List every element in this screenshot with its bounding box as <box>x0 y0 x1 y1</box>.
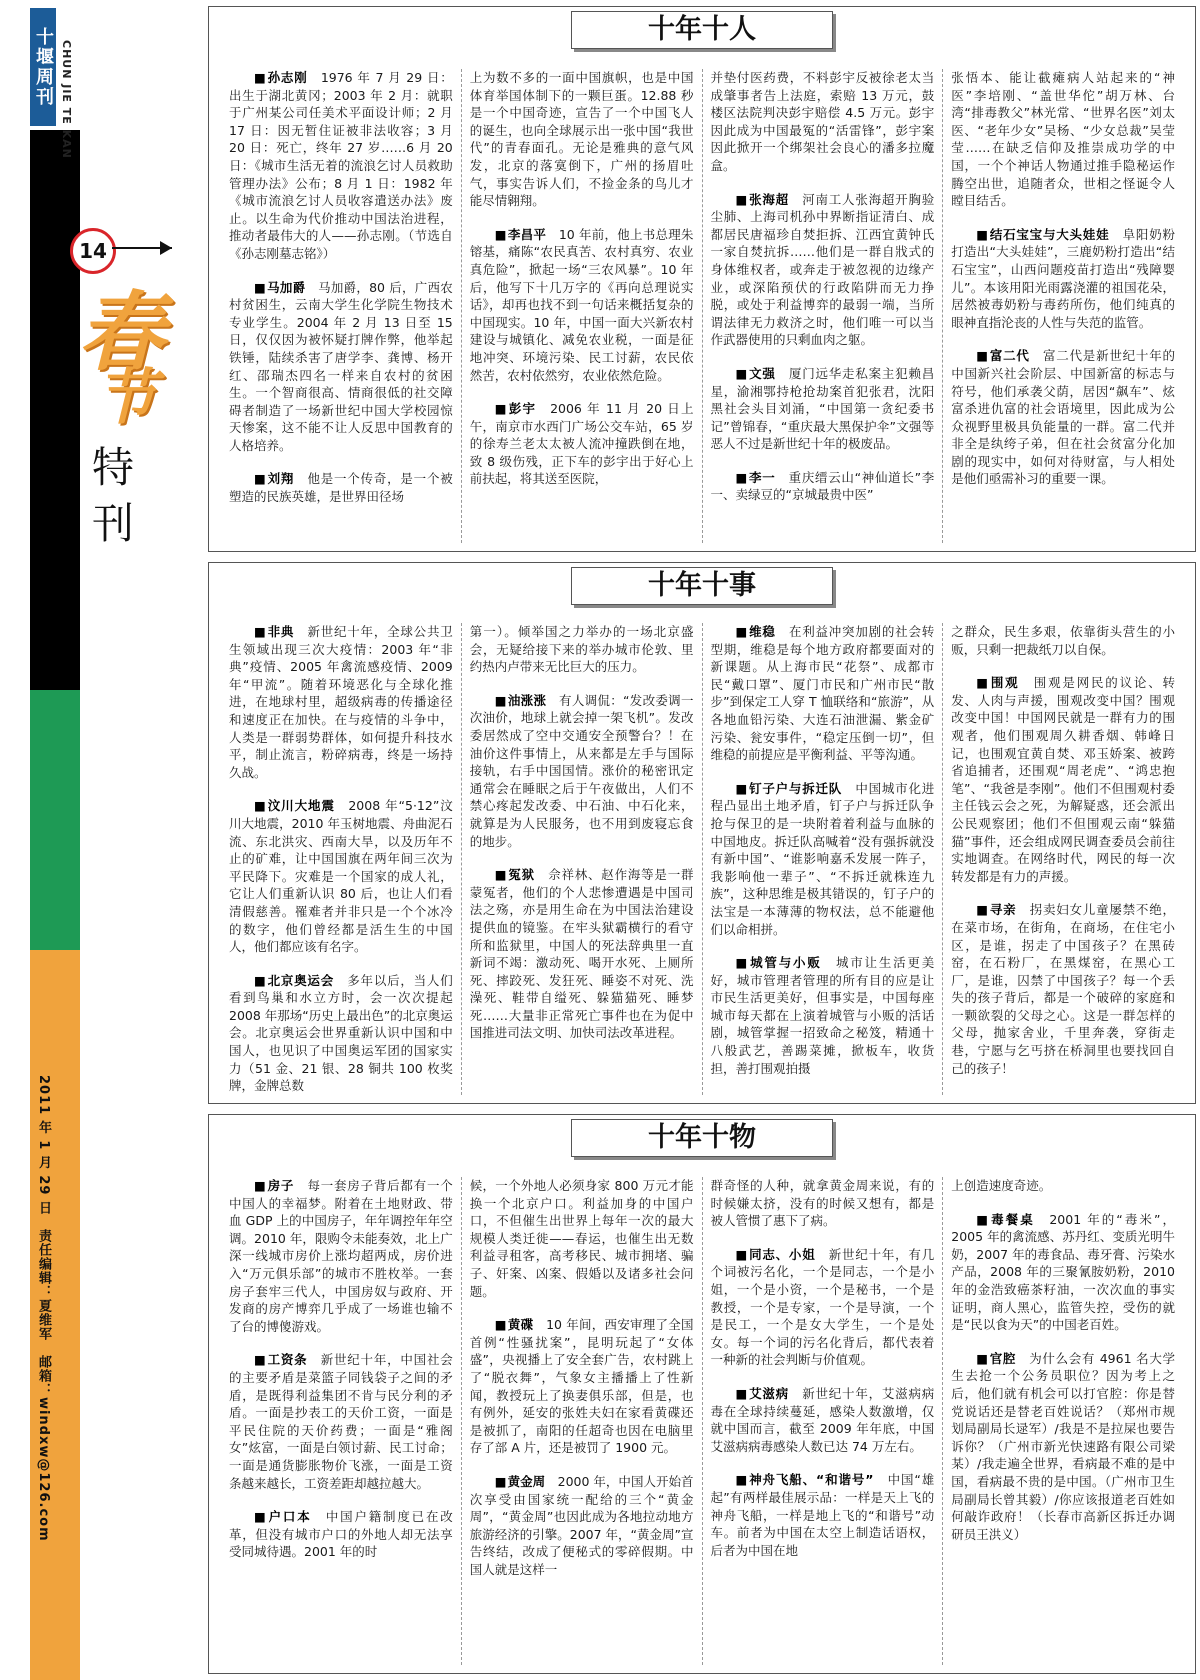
entry-body: 2001 年的“毒米”，2005 年的禽流感、苏丹红、变质光明牛奶，2007 年的毒食品、毒牙膏、污染水产品，2008 年的三聚氰胺奶粉，2010 年的金浩致癌茶籽油，一次次血的事实证明，商人黑心，监管失控，受伤的就是“民以食为天”的中国老百姓。 <box>951 1211 1175 1333</box>
text-column <box>461 69 702 543</box>
article-entry <box>951 1211 1175 1334</box>
article-entry <box>951 674 1175 885</box>
entry-body: 中国城市化进程凸显出土地矛盾，钉子户与拆迁队争抢与保卫的是一块附着着利益与血脉的中国地皮。拆迁队高喊着“没有强拆就没有新中国”、“谁影响嘉禾发展一阵子，我影响他一辈子”、“不拆迁就株连九族”，这种思维是极其错误的，钉子户的法宝是一本薄薄的物权法，总不能避他们以命相拼。 <box>710 780 935 937</box>
entry-body: 拐卖妇女儿童屡禁不绝，在菜市场，在街角，在商场，在住宅小区，是谁，拐走了中国孩子？在黑砖窑，在石粉厂，在黑煤窑，在黑心工厂，是谁，囚禁了中国孩子？每一个丢失的孩子背后，都是一个破碎的家庭和一颗欲裂的父母之心。这是一群怎样的父母，抛家舍业，千里奔袭，穿街走巷，宁愿与乞丐挤在桥洞里也要找回自己的孩子！ <box>951 902 1175 1076</box>
entry-body: 2008 年“5·12”汶川大地震，2010 年玉树地震、舟曲泥石流、东北洪灾、西南大旱，以及历年不止的矿难，让中国国旗在两年间三次为平民降下。灾难是一个国家的成人礼，它让人们重新认识 80 后，也让人们看清假慈善。罹难者并非只是一个个冰冷的数字，他们曾经都是活生生的中国人，他们都应该有名字。 <box>229 798 453 955</box>
article-entry <box>229 279 453 455</box>
entry-body: 富二代是新世纪十年的中国新兴社会阶层、中国新富的标志与符号，他们承袭父荫，居因“飙车”、炫富杀进仇富的社会语境里，因此成为公众视野里极具负能量的一群。富二代并非全是纨绔子弟，但在社会贫富分化加剧的现实中，如何对待财富，与人相处是他们亟需补习的重要一课。 <box>951 348 1175 487</box>
feature-title-te: 特 <box>92 443 135 492</box>
entry-heading: ■ 北京奥运会 <box>254 973 334 988</box>
entry-body: 新世纪十年，全球公共卫生领域出现三次大疫情：2003 年“非典”疫情、2005 年禽流感疫情、2009 年“甲流”。随着环境恶化与全球化推进，在地球村里，超级病毒的传播途径和速度正在加快。在与疫情的斗争中，人类是一群弱势群体，如何提升科技水平，制止流言，粉碎病毒，终是一场持久战。 <box>229 624 453 780</box>
entry-heading: ■ 冤狱 <box>495 867 535 882</box>
entry-heading: ■ 马加爵 <box>254 280 305 295</box>
article-entry <box>470 866 694 1042</box>
article-entry <box>470 226 694 384</box>
feature-title-jie: 节 <box>96 363 156 433</box>
feature-title-kan: 刊 <box>92 499 135 548</box>
entry-body: 为什么会有 4961 名大学生去抢一个公务员职位？因为考上之后，他们就有机会可以打官腔：你是替党说话还是替老百姓说话？（郑州市规划局副局长逯军）/我是不是拉屎也要告诉你？（广州市新光快速路有限公司梁某）/我走遍全世界，看病最不难的是中国，看病最不贵的是中国。（广州市卫生局副局长曾其毅）/你应该报道老百姓如何敲诈政府！（长春市高新区拆迁办调研员王洪义） <box>951 1350 1175 1542</box>
entry-heading: ■ 张海超 <box>736 192 789 207</box>
article-entry <box>470 623 694 676</box>
article-entry <box>470 400 694 488</box>
article-entry <box>951 1177 1175 1195</box>
text-column <box>942 69 1183 543</box>
entry-body: 城市让生活更美好，城市管理者管理的所有目的应是让市民生活更美好，但事实是，中国每座城市每天都在上演着城管与小贩的活话剧，城管掌握一招致命之秘笈，精通十八般武艺，善踢菜摊，掀板车，收货担，善打围观拍摄 <box>710 955 935 1076</box>
article-entry <box>470 1316 694 1457</box>
article-entry <box>229 797 453 955</box>
section-ten-events <box>208 562 1196 1104</box>
article-entry <box>951 69 1175 210</box>
text-column <box>221 1177 461 1665</box>
entry-heading: ■ 寻亲 <box>976 902 1016 917</box>
entry-heading: ■ 汶川大地震 <box>254 798 335 813</box>
article-entry <box>229 470 453 505</box>
entry-heading: ■ 结石宝宝与大头娃娃 <box>976 227 1109 242</box>
entry-body: 群奇怪的人种，就拿黄金周来说，有的时候嫌太挤，没有的时候又想有，都是被人管惯了惠下了病。 <box>710 1178 935 1229</box>
section-columns <box>221 1177 1183 1665</box>
entry-body: 并垫付医药费，不料彭宇反被徐老太当成肇事者告上法庭，索赔 13 万元，鼓楼区法院判决彭宇赔偿 4.5 万元。彭宇因此成为中国最冤的“活雷锋”，彭宇案因此掀开一个绑架社会良心的潘多拉魔盒。 <box>710 70 935 173</box>
entry-heading: ■ 黄碟 <box>495 1317 534 1332</box>
section-columns <box>221 69 1183 543</box>
entry-heading: ■ 房子 <box>254 1178 294 1193</box>
page-number-badge: 14 <box>70 228 116 274</box>
section-title: 十年十物 <box>571 1119 833 1157</box>
text-column <box>942 1177 1183 1665</box>
strip-segment-green <box>30 690 80 950</box>
entry-heading: ■ 艾滋病 <box>736 1386 789 1401</box>
entry-body: 重庆缙云山“神仙道长”李一、卖绿豆的“京城最贵中医” <box>710 469 935 503</box>
entry-heading: ■ 围观 <box>976 675 1019 690</box>
entry-heading: ■ 孙志刚 <box>254 70 308 85</box>
entry-body: 2006 年 11 月 20 日上午，南京市水西门广场公交车站，65 岁的徐寿兰老太太被人流冲撞跌倒在地，致 8 级伤残，正下车的彭宇出于好心上前扶起，将其送至医院， <box>469 401 694 487</box>
article-entry <box>711 365 935 453</box>
article-entry <box>951 226 1175 332</box>
text-column <box>221 623 461 1095</box>
entry-body: 上为数不多的一面中国旗帜，也是中国体育举国体制下的一颗巨蛋。12.88 秒是一个中国奇迹，宣告了一个中国飞人的诞生，也向全球展示出一张中国“我世代”的青春面孔。无论是雅典的意气风发，北京的落寞倒下，广州的扬眉吐气，事实告诉人们，不捡金条的鸟儿才能尽情翱翔。 <box>469 70 694 209</box>
entry-body: 多年以后，当人们看到鸟巢和水立方时，会一次次提起 2008 年那场“历史上最出色”的北京奥运会。北京奥运会世界重新认识中国和中国人，也见识了中国奥运军团的国家实力（51 金、21 银、28 铜共 100 枚奖牌，金牌总数 <box>229 972 453 1094</box>
article-entry <box>711 1385 935 1455</box>
entry-heading: ■ 黄金周 <box>495 1474 545 1489</box>
article-entry <box>711 623 935 764</box>
entry-body: 佘祥林、赵作海等是一群蒙冤者，他们的个人悲惨遭遇是中国司法之殇，亦是用生命在为中国法治建设提供血的镜鉴。在牢头狱霸横行的看守所和监狱里，中国人的死法辞典里一直新词不竭：激动死、喝开水死、上厕所死、摔跤死、发狂死、睡姿不对死、洗澡死、鞋带自缢死、躲猫猫死、睡梦死……大量非正常死亡事件也在为促中国推进司法文明、加快司法改革进程。 <box>469 867 694 1041</box>
text-column <box>702 623 943 1095</box>
section-title: 十年十人 <box>571 11 833 49</box>
article-entry <box>711 69 935 175</box>
entry-body: 每一套房子背后都有一个中国人的幸福梦。附着在土地财政、带血 GDP 上的中国房子，年年调控年年空调。2010 年，限购令未能奏效，北上广深一线城市房价上涨均超两成，房价进入“万元俱乐部”的城市不胜枚举。一套房子套牢三代人，中国房奴与政府、开发商的房产博弈几乎成了一场谁也输不了台的博傻游戏。 <box>229 1178 453 1334</box>
entry-heading: ■ 维稳 <box>736 624 776 639</box>
article-entry <box>711 469 935 504</box>
entry-heading: ■ 非典 <box>254 624 294 639</box>
article-entry <box>711 954 935 1077</box>
entry-heading: ■ 官腔 <box>976 1351 1016 1366</box>
article-entry <box>711 780 935 938</box>
entry-body: 在利益冲突加剧的社会转型期，维稳是每个地方政府都要面对的新课题。从上海市民“花祭”、成都市民“戴口罩”、厦门市民和广州市民“散步”到保定工人穿 T 恤联络和“旅游”，从各地血铅污染、大连石油泄漏、紫金矿污染、瓮安事件，“稳定压倒一切”，但维稳的前提应是平衡利益、平等沟通。 <box>710 624 935 763</box>
entry-heading: ■ 李一 <box>736 470 776 485</box>
entry-heading: ■ 富二代 <box>976 348 1029 363</box>
article-entry <box>711 191 935 349</box>
masthead-logo: 十堰周刊 <box>30 8 56 126</box>
entry-heading: ■ 城管与小贩 <box>736 955 822 970</box>
entry-heading: ■ 户口本 <box>254 1509 312 1524</box>
entry-body: 新世纪十年，中国社会的主要矛盾是菜篮子同钱袋子之间的矛盾，是既得利益集团不肯与民分利的矛盾。一面是抄表工的天价工资，一面是平民住院的天价药费；一面是“雅阁女”炫富，一面是白领讨薪、民工讨命；一面是通货膨胀物价飞涨，一面是工资条越来越长，工资差距却越拉越大。 <box>229 1352 453 1491</box>
entry-heading: ■ 刘翔 <box>254 471 294 486</box>
text-column <box>702 69 943 543</box>
article-entry <box>951 1350 1175 1544</box>
article-entry <box>229 1351 453 1492</box>
feature-title-chun: 春 <box>78 282 164 383</box>
arrow-right-icon <box>160 241 172 255</box>
text-column <box>461 623 702 1095</box>
entry-body: 上创造速度奇迹。 <box>951 1178 1052 1193</box>
entry-body: 10 年前，他上书总理朱镕基，痛陈“农民真苦、农村真穷、农业真危险”，掀起一场“三农风暴”。10 年后，他写下十几万字的《再向总理说实话》，却再也找不到一句话来概括复杂的中国现实。10 年，中国一面大兴新农村建设与城镇化、减免农业税，一面是征地冲突、环境污染、民工讨薪，农民依然苦，农村依然穷，农业依然危险。 <box>469 226 694 383</box>
entry-body: 新世纪十年，艾滋病病毒在全球持续蔓延，感染人数激增，仅就中国而言，截至 2009 年年底，中国艾滋病病毒感染人数已达 74 万左右。 <box>710 1385 935 1454</box>
article-entry <box>951 623 1175 658</box>
entry-body: 他是一个传奇，是一个被塑造的民族英雄，是世界田径场 <box>229 471 453 505</box>
entry-body: 中国户籍制度已在改革，但没有城市户口的外地人却无法享受同城待遇。2001 年的时 <box>229 1509 453 1560</box>
entry-body: 围观是网民的议论、转发、人肉与声援，围观改变中国？围观改变中国！中国网民就是一群有力的围观者，他们围观周久耕香烟、韩峰日记，也围观宜黄自焚、邓玉娇案、被跨省追捕者，还围观“周老虎”、“鸿忠抱笔”、“我爸是李刚”。他们不但围观村委主任钱云会之死，为解疑惑，还会派出公民观察团；他们不但围观云南“躲猫猫”事件，还会组成网民调查委员会前往实地调查。在网络时代，网民的每一次转发都是有力的声援。 <box>951 675 1175 884</box>
section-title: 十年十事 <box>571 567 833 605</box>
entry-body: 张悟本、能让截瘫病人站起来的“神医”李培刚、“盖世华佗”胡万林、台湾“排毒教父”林光常、“世界名医”刘太医、“老年少女”吴杨、“少女总裁”吴莹莹……在缺乏信仰及推崇成功学的中国，一个个神话人物通过推手隐秘运作腾空出世，追随者众，世相之怪诞令人瞠目结舌。 <box>951 70 1175 209</box>
entry-heading: ■ 毒餐桌 <box>976 1212 1035 1227</box>
article-entry <box>470 1177 694 1300</box>
entry-heading: ■ 油涨涨 <box>495 693 547 708</box>
entry-heading: ■ 神舟飞船、“和谐号” <box>736 1472 874 1487</box>
entry-body: 候，一个外地人必须身家 800 万元才能换一个北京户口。利益加身的中国户口，不但催生出世界上每年一次的最大规模人类迁徙——春运，也催生出无数利益寻租客，高考移民、城市拥堵、骗子、奸案、凶案、假婚以及诸多社会问题。 <box>469 1178 694 1299</box>
entry-body: 中国“雄起”有两样最佳展示品：一样是天上飞的神舟飞船，一样是地上飞的“和谐号”动车。前者为中国在太空上制造话语权，后者为中国在地 <box>710 1472 935 1558</box>
text-column <box>942 623 1183 1095</box>
article-entry <box>951 347 1175 488</box>
entry-body: 马加爵，80 后，广西农村贫困生，云南大学生化学院生物技术专业学生。2004 年 2 月 13 日至 15 日，仅仅因为被怀疑打牌作弊，他举起铁锤，陆续杀害了唐学李、龚博、杨开红、邵瑞杰四名一样来自农村的贫困生。一个智商很高、情商很低的社交障碍者制造了一场新世纪中国大学校园惊天惨案，这不能不让人反思中国教育的人格培养。 <box>229 279 453 453</box>
article-entry <box>229 972 453 1095</box>
entry-body: 2000 年，中国人开始首次享受由国家统一配给的三个“黄金周”，“黄金周”也因此成为各地拉动地方旅游经济的引擎。2007 年，“黄金周”宣告终结，改成了便秘式的零碎假期。中国人就是这样一 <box>469 1473 694 1577</box>
strip-segment-black <box>30 130 80 690</box>
article-entry <box>470 1473 694 1579</box>
article-entry <box>470 69 694 210</box>
entry-heading: ■ 钉子户与拆迁队 <box>736 781 843 796</box>
entry-body: 之群众，民生多艰，依靠街头营生的小贩，只剩一把裁纸刀以自保。 <box>951 624 1175 657</box>
issue-date-editor-line: 2011 年 1 月 29 日 责任编辑：夏维军 邮箱：windxw@126.com <box>36 1075 51 1542</box>
text-column <box>221 69 461 543</box>
entry-heading: ■ 工资条 <box>254 1352 307 1367</box>
entry-body: 厦门远华走私案主犯赖昌星，渝湘鄂持枪抢劫案首犯张君，沈阳黑社会头目刘涌，“中国第一贪纪委书记”曾锦春，“重庆最大黑保护伞”文强等恶人不过是新世纪十年的极废品。 <box>710 365 935 452</box>
article-entry <box>711 1177 935 1230</box>
entry-heading: ■ 彭宇 <box>495 401 537 416</box>
entry-heading: ■ 同志、小姐 <box>736 1247 816 1262</box>
text-column <box>702 1177 943 1665</box>
article-entry <box>711 1246 935 1369</box>
entry-heading: ■ 李昌平 <box>495 227 546 242</box>
section-ten-people <box>208 6 1196 552</box>
entry-body: 10 年间，西安审理了全国首例“性骚扰案”，昆明玩起了“女体盛”，央视播上了安全套广告，农村跳上了“脱衣舞”，气象女主播播上了性新闻，教授玩上了换妻俱乐部，但是，也有例外，延安的张姓夫妇在家看黄碟还是被抓了，南阳的任超奇也因在电脑里存了部 A 片，还是被罚了 1900 元。 <box>469 1317 694 1456</box>
masthead-pinyin: CHUN JIE TE KAN <box>60 40 73 159</box>
article-entry <box>229 1177 453 1335</box>
entry-body: 有人调侃：“发改委调一次油价，地球上就会掉一架飞机”。发改委居然成了空中交通安全预警台？！在油价这件事情上，从来都是左手与国际接轨，右手中国国情。涨价的秘密讯定通常会在睡眠之后于午夜做出，人们不禁心疼起发改委、中石油、中石化来，就算是为人民服务，也不用到废寝忘食的地步。 <box>469 692 694 849</box>
entry-body: 河南工人张海超开胸验尘肺、上海司机孙中界断指证清白、成都居民唐福珍自焚拒拆、江西宜黄钟氏一家自焚抗拆……他们是一群自戕式的身体维权者，或奔走于被忽视的边缘产业，或深陷预伏的行政陷阱而无力挣脱，或处于利益博弈的最弱一端，当所谓法律无力救济之时，他们唯一可以当作武器使用的只剩血肉之躯。 <box>710 191 935 348</box>
article-entry <box>229 69 453 263</box>
entry-body: 1976 年 7 月 29 日：出生于湖北黄冈；2003 年 2 月：就职于广州某公司任美术平面设计师；2 月 17 日：因无暂住证被非法收容；3 月 20 日：死亡，终年 27 岁……6 月 20 日：《城市生活无着的流浪乞讨人员救助管理办法》公布；8 月 1 日：1982 年《城市流浪乞讨人员收容遣送办法》废止。以生命为代价推动中国法治进程，推动者最伟大的人——孙志刚。（节选自《孙志刚墓志铭》） <box>229 70 453 261</box>
text-column <box>461 1177 702 1665</box>
entry-body: 新世纪十年，有几个词被污名化，一个是同志，一个是小姐，一个是小资，一个是秘书，一个是教授，一个是专家，一个是导演，一个是民工，一个是女大学生，一个是处女。每一个词的污名化背后，都代表着一种新的社会判断与价值观。 <box>710 1246 935 1368</box>
article-entry <box>470 692 694 850</box>
entry-heading: ■ 文强 <box>736 366 776 381</box>
article-entry <box>229 623 453 781</box>
article-entry <box>229 1508 453 1561</box>
section-columns <box>221 623 1183 1095</box>
section-ten-things <box>208 1114 1196 1674</box>
article-entry <box>951 901 1175 1077</box>
entry-body: 阜阳奶粉打造出“大头娃娃”，三鹿奶粉打造出“结石宝宝”，山西问题疫苗打造出“残障婴儿”。本该用阳光雨露浇灌的祖国花朵，居然被毒奶粉与毒药所伤，他们纯真的眼神直指沦丧的人性与失范的监管。 <box>951 226 1175 330</box>
article-entry <box>711 1471 935 1559</box>
entry-body: 第一）。倾举国之力举办的一场北京盛会，无疑给接下来的举办城市伦敦、里约热内卢带来无比巨大的压力。 <box>469 624 694 675</box>
